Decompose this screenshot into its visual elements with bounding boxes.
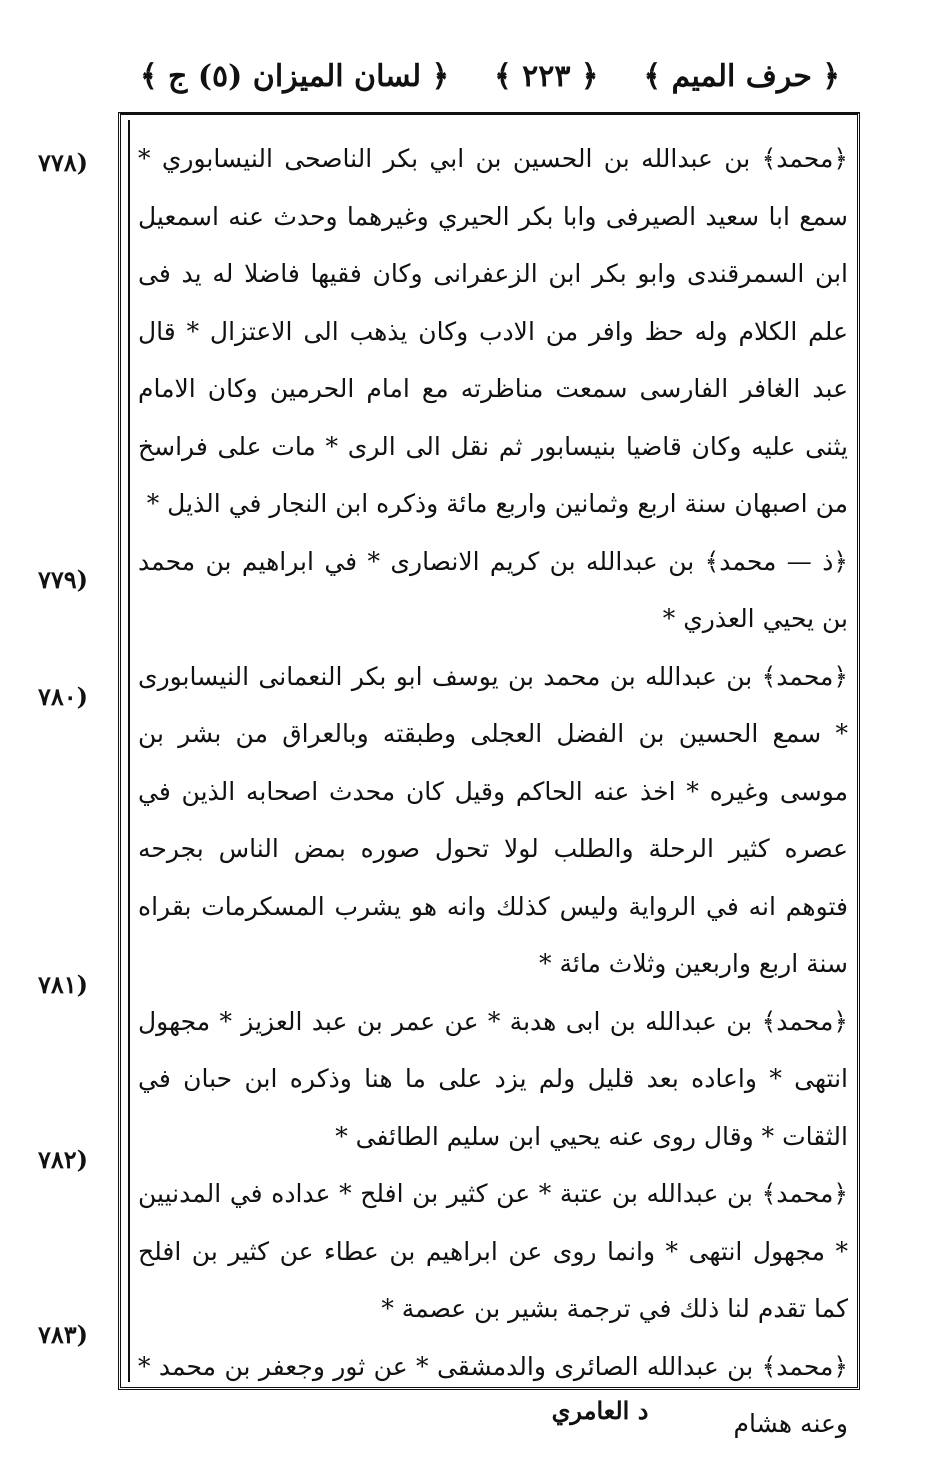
entry-number: (٧٨٠ bbox=[37, 682, 89, 711]
entry-number: (٧٨٢ bbox=[37, 1145, 89, 1174]
biography-entry: ﴿محمد﴾ بن عبدالله بن الحسين بن ابي بكر الناصحى النيسابوري * سمع ابا سعيد الصيرفى وابا بكر الحيري وغيرهما وحدث عنه اسمعيل ابن السمرقندى وابو بكر ابن الزعفرانى وكان فقيها فاضلا له يد فى علم الكلام وله حظ وافر من الادب وكان يذهب الى الاعتزال * قال عبد الغافر الفارسى سمعت مناظرته مع امام الحرمين وكان الامام يثنى عليه وكان قاضيا بنيسابور ثم نقل الى الرى * مات على فراسخ من اصبهان سنة اربع وثمانين واربع مائة وذكره ابن النجار في الذيل * bbox=[138, 144, 848, 518]
entry-number: (٧٨٣ bbox=[37, 1320, 89, 1349]
biography-entry: ﴿محمد﴾ بن عبدالله بن محمد بن يوسف ابو بكر النعمانى النيسابورى * سمع الحسين بن الفضل العجلى وطبقته وبالعراق من بشر بن موسى وغيره * اخذ عنه الحاكم وقيل كان محدث اصحابه الذين في عصره كثير الرحلة والطلب لولا تحول صوره بمض الناس بجرحه فتوهم انه في الرواية وليس كذلك وانه هو يشرب المسكرمات بقراه سنة اربع واربعين وثلاث مائة * bbox=[138, 661, 848, 978]
biography-entry: ﴿محمد﴾ بن عبدالله الصائرى والدمشقى * عن ثور وجعفر بن محمد * وعنه هشام bbox=[138, 1351, 848, 1438]
page-header bbox=[140, 52, 840, 100]
main-text bbox=[138, 130, 848, 1453]
biography-entry: ﴿ذ — محمد﴾ بن عبدالله بن كريم الانصارى * في ابراهيم بن محمد بن يحيي العذري * bbox=[138, 546, 848, 633]
entry-number: (٧٧٩ bbox=[37, 565, 89, 594]
header-book-title: ﴿ لسان الميزان (٥) ج ﴾ bbox=[140, 58, 450, 94]
biography-entry: ﴿محمد﴾ بن عبدالله بن عتبة * عن كثير بن افلح * عداده في المدنيين * مجهول انتهى * وانما روى عن ابراهيم بن عطاء عن كثير بن افلح كما تقدم لنا ذلك في ترجمة بشير بن عصمة * bbox=[138, 1179, 848, 1323]
header-chapter-title: ﴿ حرف الميم ﴾ bbox=[643, 58, 840, 94]
biography-entry: ﴿محمد﴾ بن عبدالله بن ابى هدبة * عن عمر بن عبد العزيز * مجهول انتهى * واعاده بعد قليل ولم يزد على ما هنا وذكره ابن حبان في الثقات * وقال روى عنه يحيي ابن سليم الطائفى * bbox=[138, 1006, 848, 1151]
entry-number: (٧٨١ bbox=[37, 970, 89, 999]
margin-rule bbox=[128, 120, 130, 1382]
catchword: د العامري bbox=[551, 1396, 649, 1425]
header-page-number: ﴿ ٢٢٣ ﴾ bbox=[494, 58, 599, 94]
entry-number: (٧٧٨ bbox=[37, 148, 89, 177]
